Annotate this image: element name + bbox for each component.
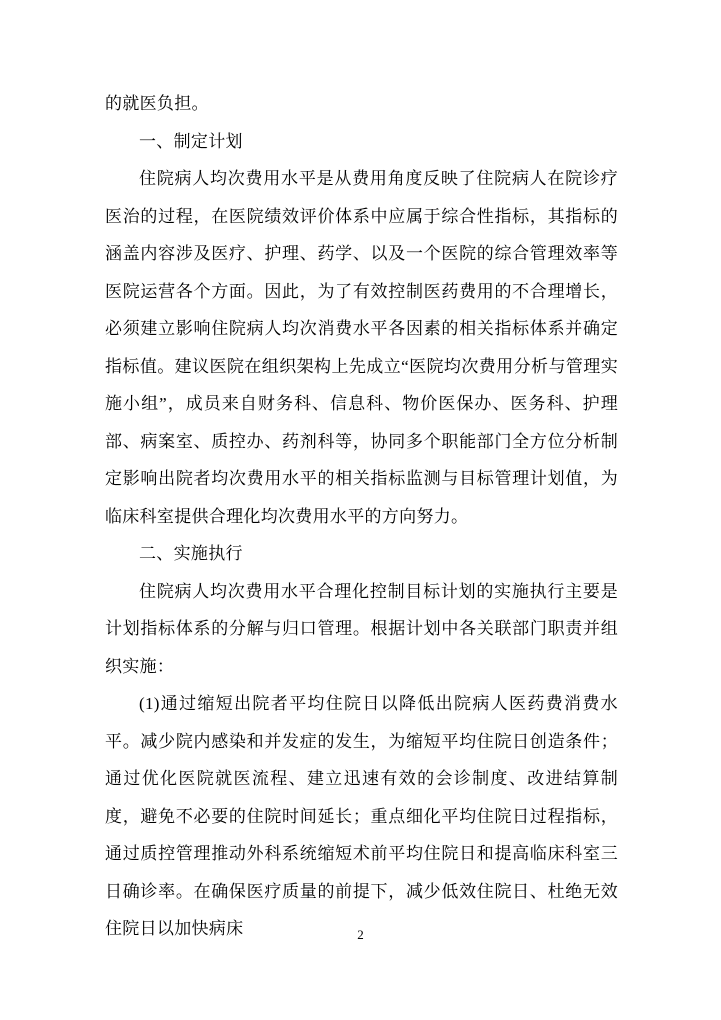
document-body: [105, 85, 618, 948]
paragraph-measure-one: (1)通过缩短出院者平均住院日以降低出院病人医药费消费水平。减少院内感染和并发症的发生，为缩短平均住院日创造条件；通过优化医院就医流程、建立迅速有效的会诊制度、改进结算制度，避免不必要的住院时间延长；重点细化平均住院日过程指标，通过质控管理推动外科系统缩短术前平均住院日和提高临床科室三日确诊率。在确保医疗质量的前提下，减少低效住院日、杜绝无效住院日以加快病床: [105, 694, 618, 938]
paragraph-implementation: 住院病人均次费用水平合理化控制目标计划的实施执行主要是计划指标体系的分解与归口管理。根据计划中各关联部门职责并组织实施：: [105, 581, 618, 676]
heading-section-one: 一、制定计划: [139, 131, 243, 151]
paragraph-continuation: 的就医负担。: [105, 94, 209, 113]
heading-section-two: 二、实施执行: [139, 544, 243, 563]
page-number: 2: [357, 927, 364, 942]
paragraph-plan-formulation: 住院病人均次费用水平是从费用角度反映了住院病人在院诊疗医治的过程，在医院绩效评价体系中应属于综合性指标，其指标的涵盖内容涉及医疗、护理、药学、以及一个医院的综合管理效率等医院运营各个方面。因此，为了有效控制医药费用的不合理增长，必须建立影响住院病人均次消费水平各因素的相关指标体系并确定指标值。建议医院在组织架构上先成立“医院均次费用分析与管理实施小组”，成员来自财务科、信息科、物价医保办、医务科、护理部、病案室、质控办、药剂科等，协同多个职能部门全方位分析制定影响出院者均次费用水平的相关指标监测与目标管理计划值，为临床科室提供合理化均次费用水平的方向努力。: [105, 169, 618, 526]
